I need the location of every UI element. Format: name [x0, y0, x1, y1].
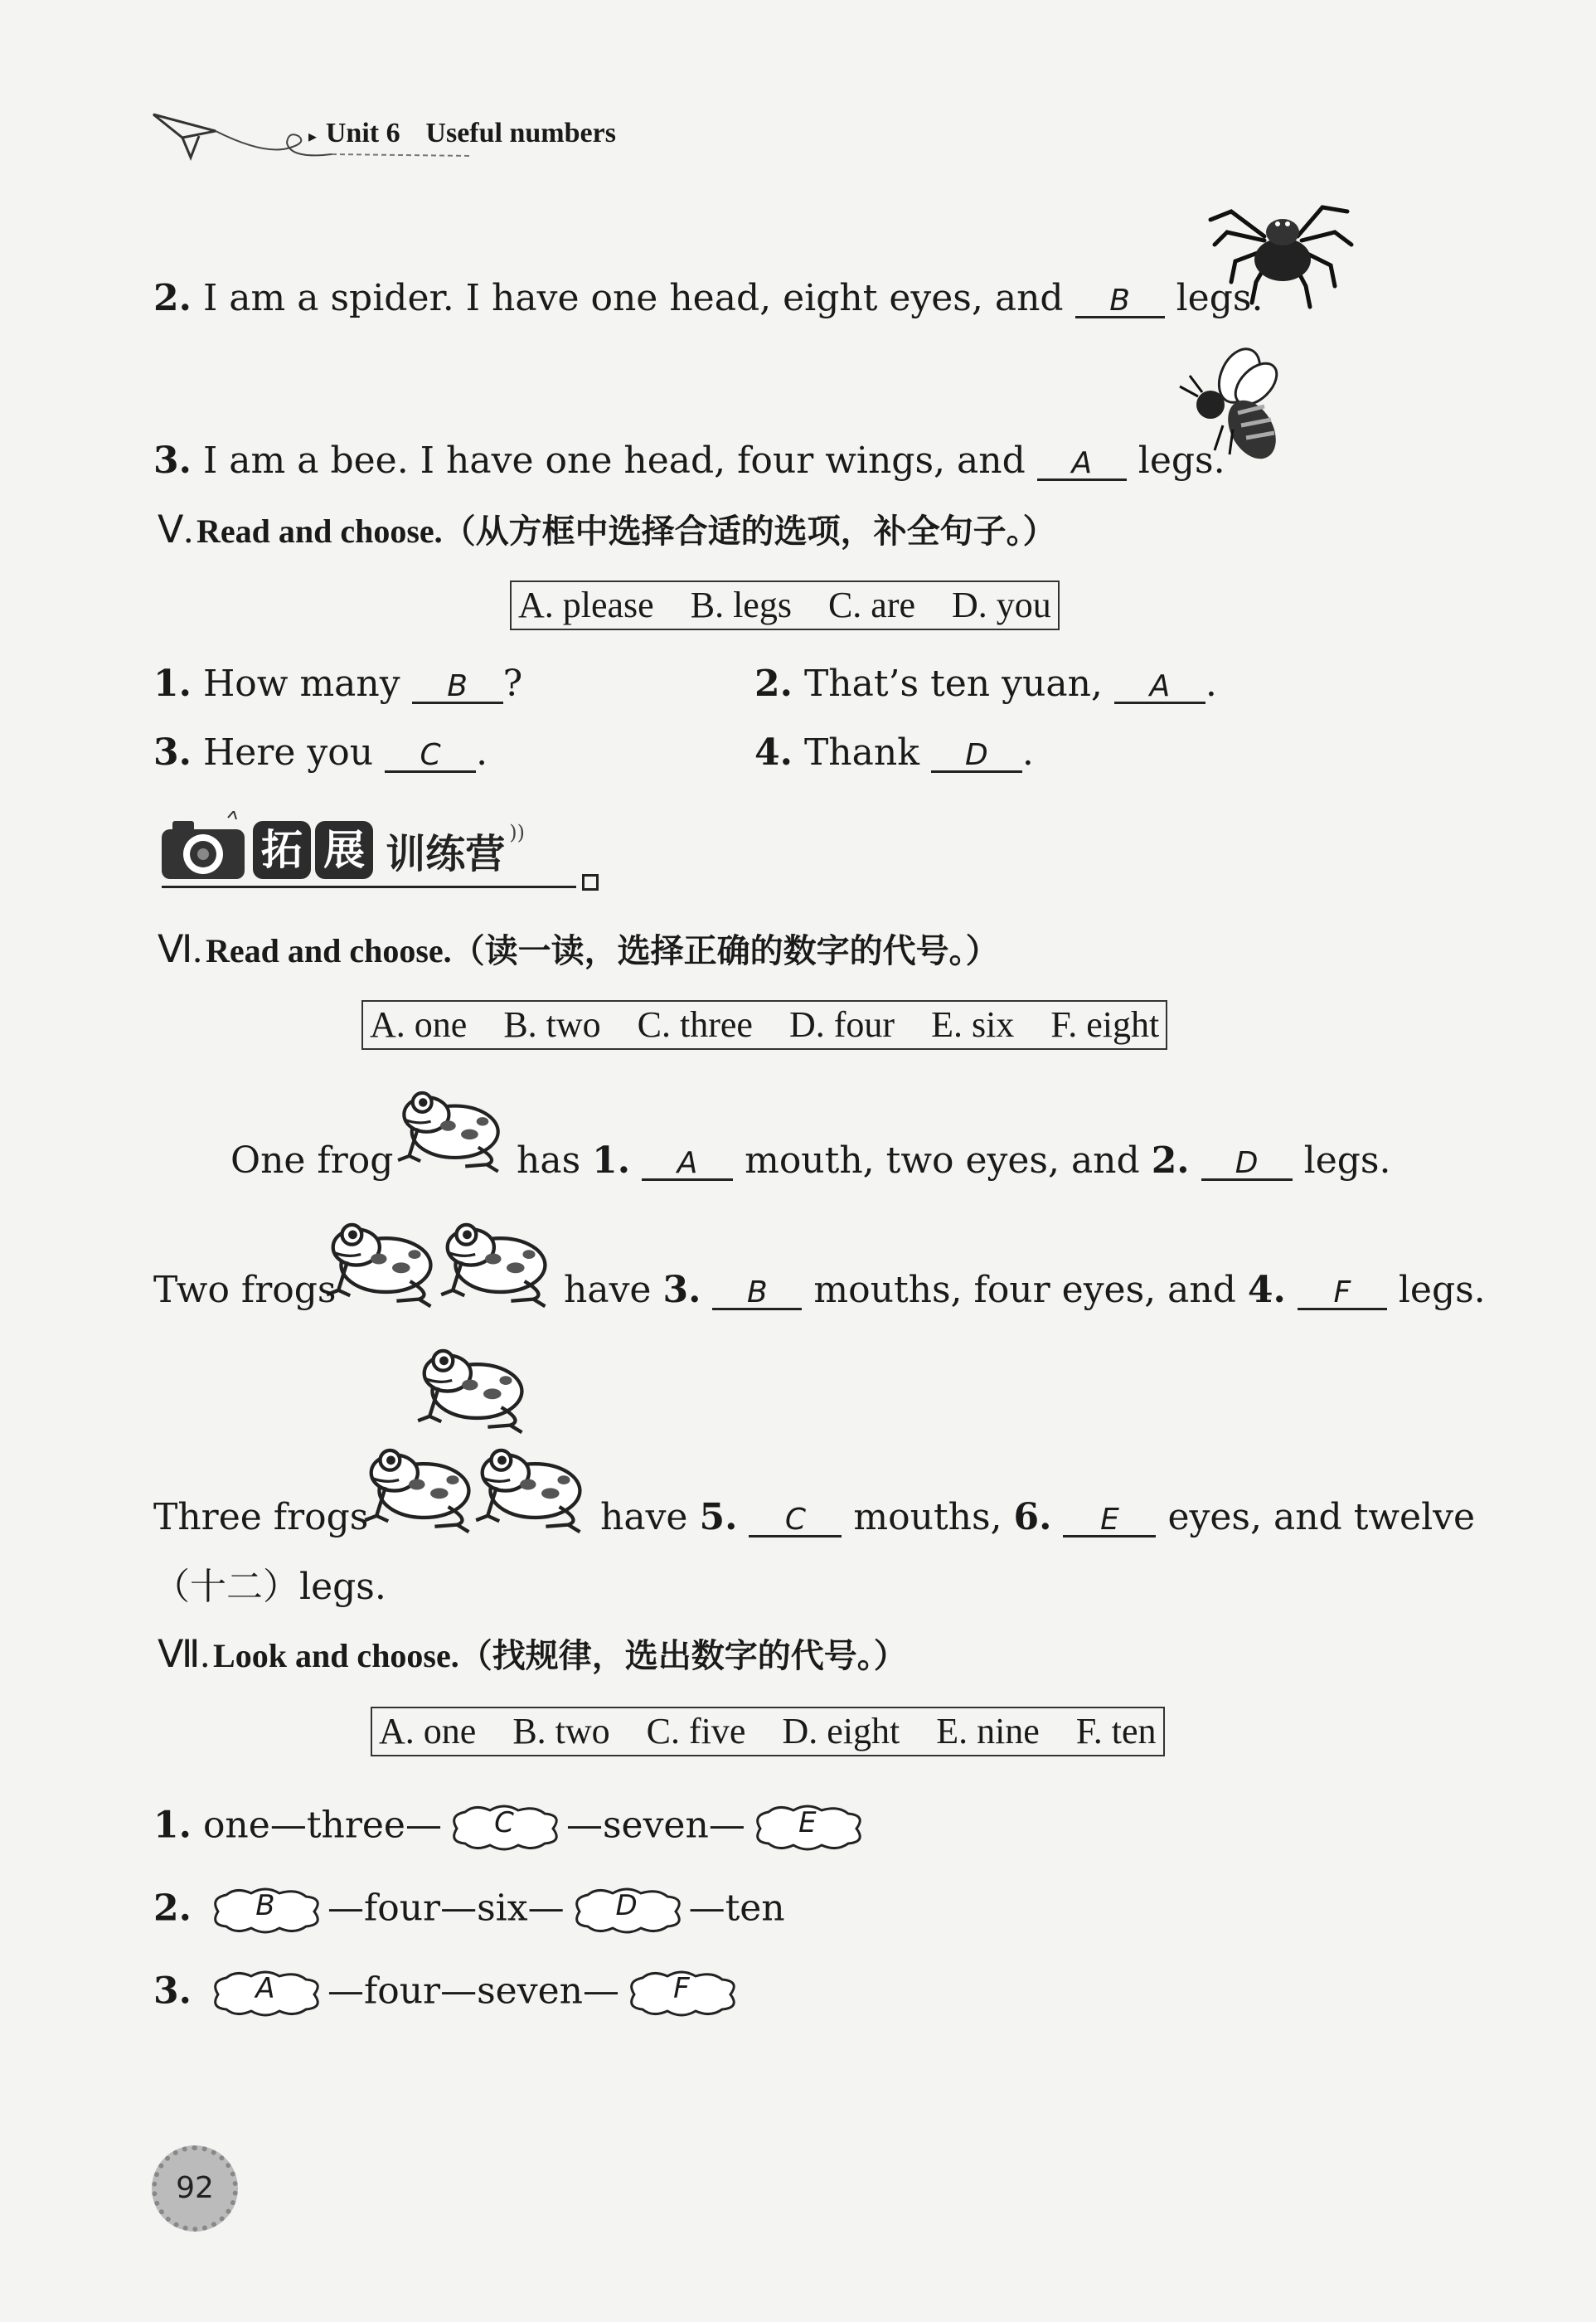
answer-blank[interactable]: F	[1298, 1278, 1387, 1310]
one-frog-subject: One frog	[230, 1139, 394, 1182]
answer-cloud[interactable]: F	[619, 1970, 744, 2018]
frog-line-1: has 1. A mouth, two eyes, and 2. D legs.	[517, 1139, 1391, 1182]
section-5-item-1: 1. How many B ?	[153, 663, 523, 705]
unit-title: Useful numbers	[425, 118, 616, 148]
camera-icon	[158, 811, 249, 889]
banner-text: 训练营	[386, 830, 506, 877]
section-5-item-2: 2. That’s ten yuan, A .	[754, 663, 1217, 705]
section-5-item-4: 4. Thank D .	[754, 731, 1034, 774]
answer-blank[interactable]: B	[712, 1278, 802, 1310]
frog-line-2: have 3. B mouths, four eyes, and 4. F legs.	[564, 1269, 1486, 1311]
answer-blank[interactable]: C	[385, 741, 476, 773]
answer-cloud[interactable]: A	[203, 1970, 327, 2018]
frog-image	[416, 1335, 528, 1438]
pattern-row-1: 1. one—three— C —seven— E	[153, 1804, 870, 1852]
frog-image	[396, 1078, 504, 1177]
frog-line-3: have 5. C mouths, 6. E eyes, and twelve	[600, 1496, 1476, 1538]
frog-image	[363, 1435, 475, 1537]
answer-blank[interactable]: D	[931, 741, 1022, 773]
section-7-heading: Ⅶ. Look and choose.（找规律，选出数字的代号。）	[158, 1633, 907, 1675]
unit-label: Unit 6	[325, 118, 400, 148]
frog-image	[439, 1209, 551, 1312]
sound-wave-icon: ))	[509, 821, 526, 844]
pattern-row-3: 3. A —four—seven— F	[153, 1970, 744, 2018]
frog-image	[474, 1435, 586, 1537]
banner-box-2: 展	[315, 821, 373, 879]
pattern-row-2: 2. B —four—six— D —ten	[153, 1887, 785, 1935]
banner-underline	[162, 886, 576, 888]
header-arrow-icon: ▸	[308, 126, 318, 146]
answer-blank[interactable]: B	[412, 672, 503, 704]
answer-blank[interactable]: E	[1063, 1505, 1156, 1537]
answer-blank[interactable]: A	[642, 1149, 733, 1181]
frog-image	[325, 1209, 437, 1312]
answer-cloud[interactable]: C	[442, 1804, 566, 1852]
section-6-heading: Ⅵ. Read and choose.（读一读，选择正确的数字的代号。）	[158, 928, 999, 970]
section-7-option-box: A. one B. two C. five D. eight E. nine F. ten	[371, 1707, 1165, 1756]
answer-blank[interactable]: A	[1037, 449, 1127, 481]
banner-corner-mark	[582, 874, 599, 891]
question-2-spider: 2. I am a spider. I have one head, eight eyes, and B legs.	[153, 277, 1264, 319]
three-frogs-subject: Three frogs	[153, 1496, 369, 1538]
extension-banner	[253, 821, 525, 879]
two-frogs-subject: Two frogs	[153, 1269, 337, 1311]
section-6-option-box: A. one B. two C. three D. four E. six F. eight	[361, 1000, 1167, 1050]
section-5-option-box: A. please B. legs C. are D. you	[510, 580, 1060, 630]
page-number: 92	[152, 2145, 238, 2232]
answer-cloud[interactable]: E	[745, 1804, 870, 1852]
answer-blank[interactable]: A	[1114, 672, 1205, 704]
answer-blank[interactable]: C	[749, 1505, 842, 1537]
answer-blank[interactable]: B	[1075, 286, 1165, 318]
banner-box-1: 拓	[253, 821, 311, 879]
answer-cloud[interactable]: B	[203, 1887, 327, 1935]
question-3-bee: 3. I am a bee. I have one head, four wings, and A legs.	[153, 440, 1225, 482]
page-header	[308, 116, 616, 149]
frog-line-3-continued: （十二）legs.	[153, 1566, 386, 1608]
section-5-heading: Ⅴ. Read and choose.（从方框中选择合适的选项，补全句子。）	[158, 508, 1056, 551]
answer-cloud[interactable]: D	[565, 1887, 689, 1935]
answer-blank[interactable]: D	[1201, 1149, 1293, 1181]
section-5-item-3: 3. Here you C .	[153, 731, 488, 774]
